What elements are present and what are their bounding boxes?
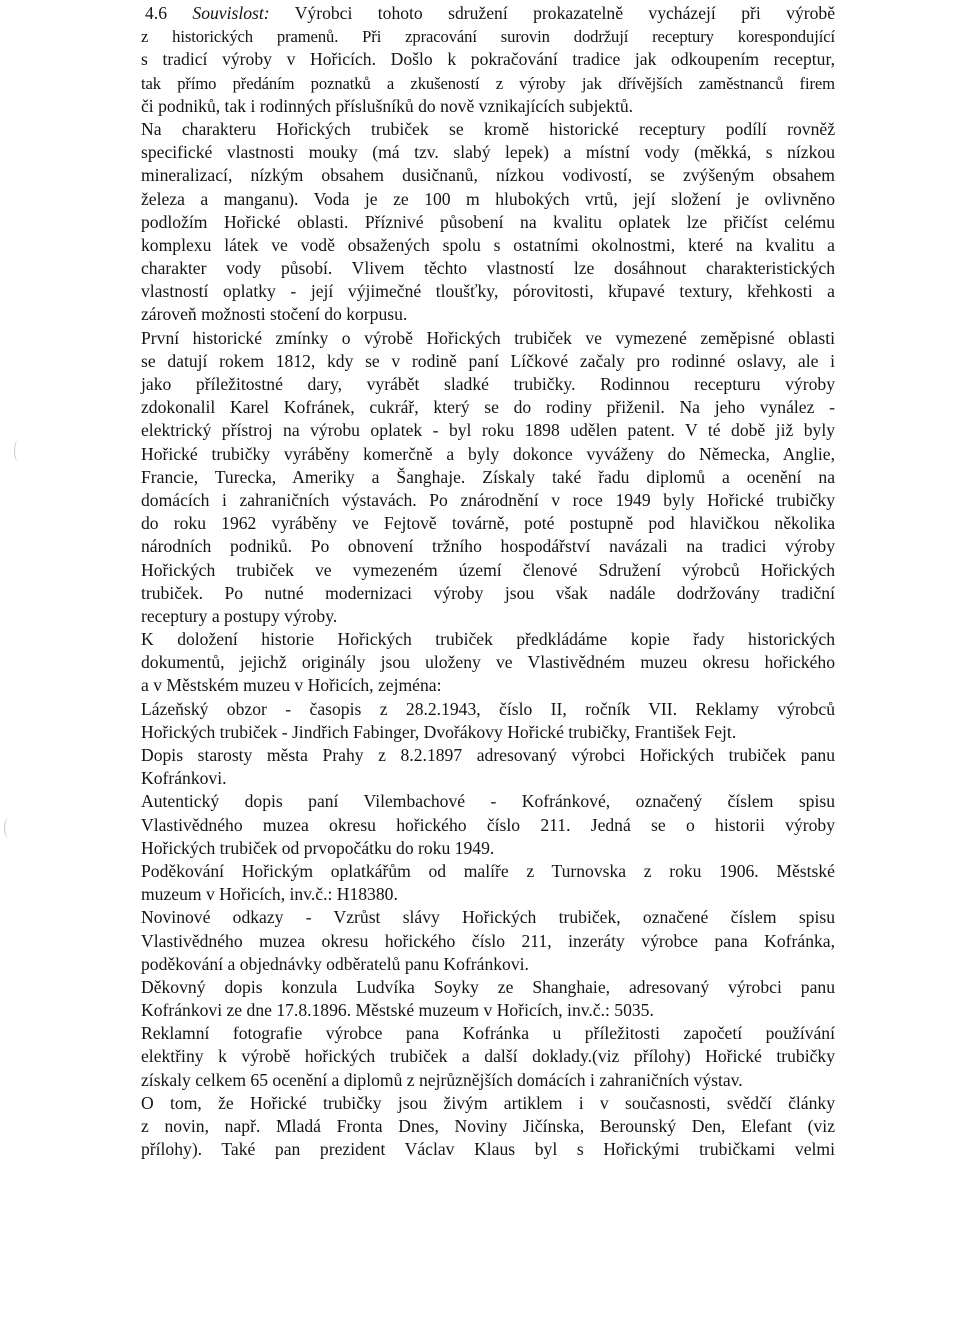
text-line: a v Městském muzeu v Hořicích, zejména: bbox=[141, 675, 442, 696]
text-line: zároveň možnosti stočení do korpusu. bbox=[141, 304, 408, 325]
text-line: mineralizací, nízkým obsahem dusičnanů, nízkou vodivostí, se zvýšeným obsahem bbox=[141, 165, 835, 186]
text-line: či podniků, tak i rodinných příslušníků do nově vznikajících subjektů. bbox=[141, 95, 634, 116]
text-line: specifické vlastnosti mouky (má tzv. slabý lepek) a místní vody (měkká, s nízkou bbox=[141, 142, 835, 163]
text-line: z novin, např. Mladá Fronta Dnes, Noviny Jičínska, Berounský Den, Elefant (viz bbox=[141, 1116, 835, 1136]
text-line: Hořických trubiček - Jindřich Fabinger, Dvořákovy Hořické trubičky, František Fejt. bbox=[141, 721, 737, 742]
section-label: Souvislost: bbox=[192, 3, 270, 23]
text-line: Reklamní fotografie výrobce pana Kofránka u příležitosti započetí používání bbox=[141, 1023, 835, 1044]
section-heading-line bbox=[145, 2, 835, 25]
section-number: 4.6 bbox=[145, 3, 167, 23]
text-line: Hořických trubiček ve vymezeném území členové Sdružení výrobců Hořických bbox=[141, 559, 835, 580]
text-line: Francie, Turecka, Ameriky a Šanghaje. Získaly také řadu diplomů a ocenění na bbox=[141, 466, 835, 487]
text-line: tak přímo předáním poznatků a zkušeností z výroby jak dřívějších zaměstnanců firem bbox=[141, 73, 835, 93]
text-line: Výrobci tohoto sdružení prokazatelně vycházejí při výrobě bbox=[294, 3, 835, 23]
text-line: dokumentů, jejichž originály jsou uloženy ve Vlastivědném muzeu okresu hořického bbox=[141, 652, 835, 673]
text-line: jako příležitostné dary, vyrábět sladké trubičky. Rodinnou recepturu výroby bbox=[141, 374, 835, 394]
text-line: přílohy). Také pan prezident Václav Klaus byl s Hořickými trubičkami velmi bbox=[141, 1139, 835, 1160]
text-line: poděkování a objednávky odběratelů panu Kofránkovi. bbox=[141, 953, 529, 974]
text-line: Hořických trubiček od prvopočátku do roku 1949. bbox=[141, 837, 495, 858]
text-line: O tom, že Hořické trubičky jsou živým artiklem i v současnosti, svědčí články bbox=[141, 1092, 835, 1113]
text-line: získaly celkem 65 ocenění a diplomů z nejrůznějších domácích i zahraničních výstav. bbox=[141, 1069, 743, 1090]
text-line: Kofránkovi. bbox=[141, 768, 227, 789]
text-line: do roku 1962 vyráběny ve Fejtově továrně, poté postupně pod hlavičkou několika bbox=[141, 513, 835, 534]
text-line: Hořické trubičky vyráběny komerčně a byly dokonce vyváženy do Německa, Anglie, bbox=[141, 443, 835, 464]
text-line: trubiček. Po nutné modernizaci výroby jsou však nadále dodržovány tradiční bbox=[141, 582, 835, 603]
text-line: železa a manganu). Voda je ze 100 m hlubokých vrtů, její složení je ovlivněno bbox=[141, 188, 835, 209]
text-line: Lázeňský obzor - časopis z 28.2.1943, číslo II, ročník VII. Reklamy výrobců bbox=[141, 698, 835, 719]
document-page bbox=[141, 2, 835, 1161]
text-line: vlastností oplatky - její výjimečné tloušťky, pórovitosti, křupavé textury, křehkosti a bbox=[141, 281, 835, 302]
text-line: domácích i zahraničních výstavách. Po znárodnění v roce 1949 byly Hořické trubičky bbox=[141, 489, 835, 510]
text-line: receptury a postupy výroby. bbox=[141, 605, 338, 626]
text-line: Vlastivědného muzea okresu hořického číslo 211. Jedná se o historii výroby bbox=[141, 814, 835, 835]
text-line: podložím Hořické oblasti. Příznivé působení na kvalitu oplatek lze přičíst celému bbox=[141, 211, 835, 232]
text-line: z historických pramenů. Při zpracování surovin dodržují receptury korespondující bbox=[141, 27, 835, 47]
margin-mark bbox=[4, 818, 13, 838]
text-line: elektřiny k výrobě hořických trubiček a další doklady.(viz přílohy) Hořické trubičky bbox=[141, 1046, 835, 1067]
text-line: Dopis starosty města Prahy z 8.2.1897 adresovaný výrobci Hořických trubiček panu bbox=[141, 745, 835, 765]
text-line: komplexu látek ve vodě obsažených spolu s ostatními okolnostmi, které na kvalitu a bbox=[141, 234, 835, 255]
margin-mark bbox=[14, 440, 23, 462]
text-line: muzeum v Hořicích, inv.č.: H18380. bbox=[141, 884, 398, 905]
text-line: s tradicí výroby v Hořicích. Došlo k pokračování tradice jak odkoupením receptur, bbox=[141, 49, 835, 70]
text-line: charakter vody působí. Vlivem těchto vlastností lze dosáhnout charakteristických bbox=[141, 258, 835, 279]
text-line: se datují rokem 1812, kdy se v rodině paní Líčkové začaly pro rodinné oslavy, ale i bbox=[141, 350, 835, 371]
text-line: elektrický přístroj na výrobu oplatek - byl roku 1898 udělen patent. V té době již byly bbox=[141, 420, 835, 441]
text-line: Autentický dopis paní Vilembachové - Kofránkové, označený číslem spisu bbox=[141, 791, 835, 812]
text-line: národních podniků. Po obnovení tržního hospodářství navázali na tradici výroby bbox=[141, 536, 835, 557]
text-line: Na charakteru Hořických trubiček se kromě historické receptury podílí rovněž bbox=[141, 118, 835, 139]
text-line: K doložení historie Hořických trubiček předkládáme kopie řady historických bbox=[141, 629, 835, 650]
text-line: První historické zmínky o výrobě Hořických trubiček ve vymezené zeměpisné oblasti bbox=[141, 327, 835, 348]
text-line: zdokonalil Karel Kofránek, cukrář, který se do rodiny přiženil. Na jeho vynález - bbox=[141, 397, 835, 418]
text-line: Poděkování Hořickým oplatkářům od malíře z Turnovska z roku 1906. Městské bbox=[141, 860, 835, 881]
text-line: Vlastivědného muzea okresu hořického číslo 211, inzeráty výrobce pana Kofránka, bbox=[141, 930, 835, 951]
text-line: Novinové odkazy - Vzrůst slávy Hořických trubiček, označené číslem spisu bbox=[141, 907, 835, 928]
text-line: Kofránkovi ze dne 17.8.1896. Městské muzeum v Hořicích, inv.č.: 5035. bbox=[141, 1000, 654, 1021]
text-line: Děkovný dopis konzula Ludvíka Soyky ze Shanghaie, adresovaný výrobci panu bbox=[141, 976, 835, 997]
